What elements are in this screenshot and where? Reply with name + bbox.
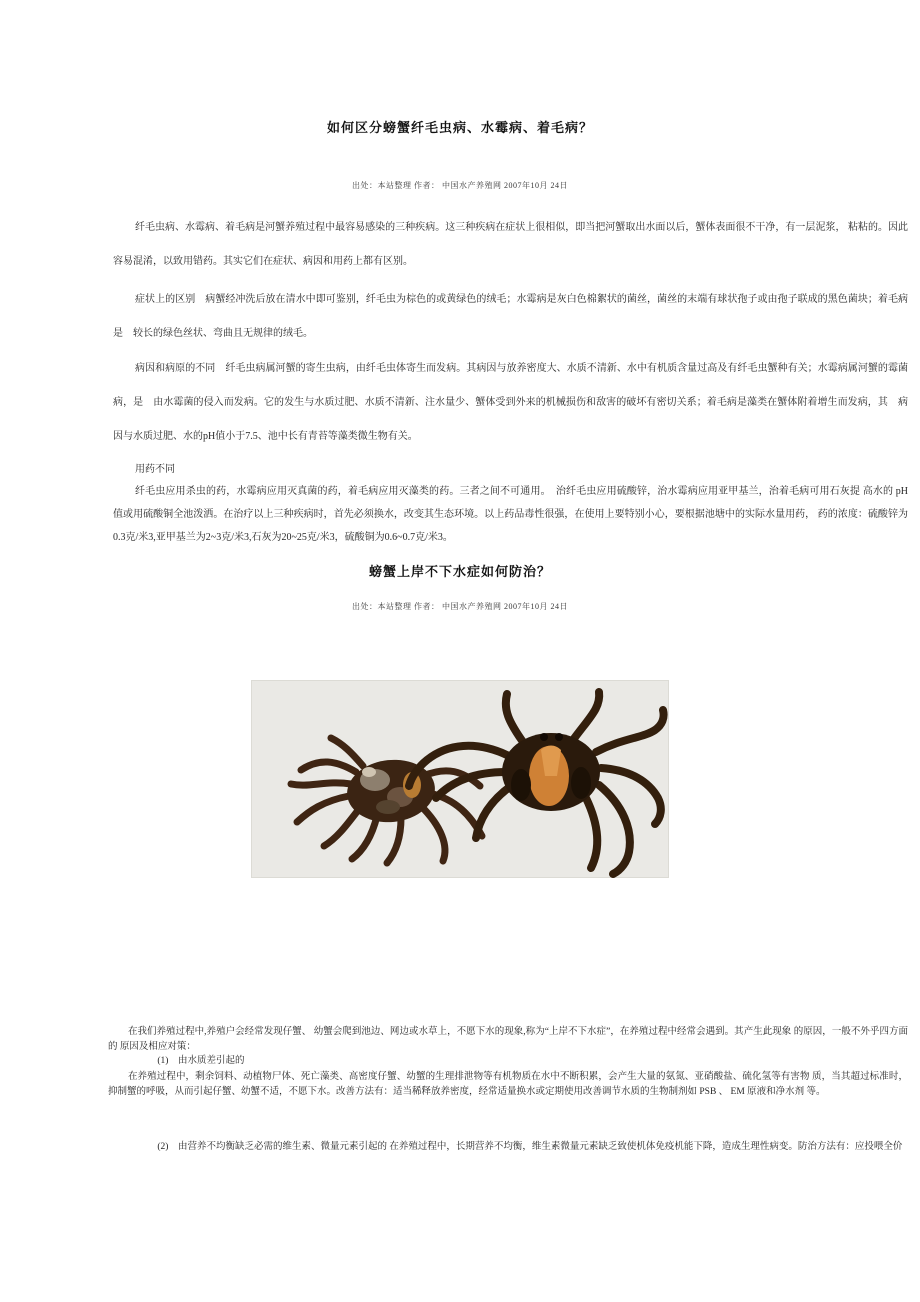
article1-paragraph-causes: 病因和病原的不同 纤毛虫病属河蟹的寄生虫病，由纤毛虫体寄生而发病。其病因与放养密度大、水质不清新、水中有机质含量过高及有纤毛虫蟹种有关；水霉病属河蟹的霉菌病，是 由水霉菌的侵入而发病。它的发生与水质过肥、水质不清新、注水量少、蟹体受到外来的机械损伤和敌害的破坏有密切关系；着毛病是藻类在蟹体附着增生而发病，其 病因与水质过肥、水的pH值小于7.5、池中长有青苔等藻类微生物有关。 [113, 363, 908, 442]
article1-paragraph-medication: 纤毛虫应用杀虫的药，水霉病应用灭真菌的药，着毛病应用灭藻类的药。三者之间不可通用。 治纤毛虫应用硫酸锌，治水霉病应用亚甲基兰，治着毛病可用石灰提 高水的 pH 值或用硫酸铜全池泼洒。在治疗以上三种疾病时，首先必须换水，改变其生态环境。以上药品毒性很强，在使用上要特别小心，要根据池塘中的实际水量用药， 药的浓度：硫酸锌为0.3克/米3,亚甲基兰为2~3克/米3,石灰为20~25克/米3，硫酸铜为0.6~0.7克/米3。 [113, 486, 908, 543]
article2-title: 螃蟹上岸不下水症如何防治？ [368, 564, 551, 579]
article2-paragraph-cause1-detail: 在养殖过程中，剩余饲料、动植物尸体、死亡藻类、高密度仔蟹、幼蟹的生理排泄物等有机物质在水中不断积累，会产生大量的氨氮、亚硝酸盐、硫化氢等有害物 质，当其超过标准时，抑制蟹的呼吸，从而引起仔蟹、幼蟹不适，不愿下水。改善方法有：适当稀释放养密度，经常适量换水或定期使用改善调节水质的生物制剂如 PSB 、 EM 原液和净水剂 等。 [108, 1072, 908, 1097]
article1-paragraph-symptoms: 症状上的区别 病蟹经冲洗后放在清水中即可鉴别，纤毛虫为棕色的或黄绿色的绒毛；水霉病是灰白色棉絮状的菌丝，菌丝的末端有球状孢子或由孢子联成的黑色菌块；着毛病是 较长的绿色丝状、弯曲且无规律的绒毛。 [113, 294, 908, 339]
article2-paragraph-overview: 在我们养殖过程中,养殖户会经常发现仔蟹、 幼蟹会爬到池边、网边或水草上，不愿下水的现象,称为“上岸不下水症”，在养殖过程中经常会遇到。其产生此现象 的原因，一般不外乎四方面的 原因及相应对策： [108, 1027, 908, 1052]
article2-byline: 出处：本站整理 作者： 中国水产养殖网 2007年10月 24日 [352, 602, 568, 611]
crab-photo-svg [251, 680, 669, 878]
article1-medication-heading: 用药不同 [135, 464, 175, 475]
article2-paragraph-cause2: (2) 由营养不均衡缺乏必需的维生素、微量元素引起的 在养殖过程中，长期营养不均衡，维生素微量元素缺乏致使机体免疫机能下降，造成生理性病变。防治方法有：应投喂全价 [157, 1142, 903, 1152]
crab-photo [251, 680, 669, 878]
article1-byline: 出处：本站整理 作者： 中国水产养殖网 2007年10月 24日 [352, 181, 568, 190]
article2-cause1-heading: (1) 由水质差引起的 [157, 1056, 245, 1066]
article1-title: 如何区分螃蟹纤毛虫病、水霉病、着毛病？ [326, 120, 593, 135]
article1-paragraph-intro: 纤毛虫病、水霉病、着毛病是河蟹养殖过程中最容易感染的三种疾病。这三种疾病在症状上很相似，即当把河蟹取出水面以后，蟹体表面很不干净，有一层泥浆， 粘粘的。因此容易混淆，以致用错药。其实它们在症状、病因和用药上都有区别。 [113, 222, 908, 267]
